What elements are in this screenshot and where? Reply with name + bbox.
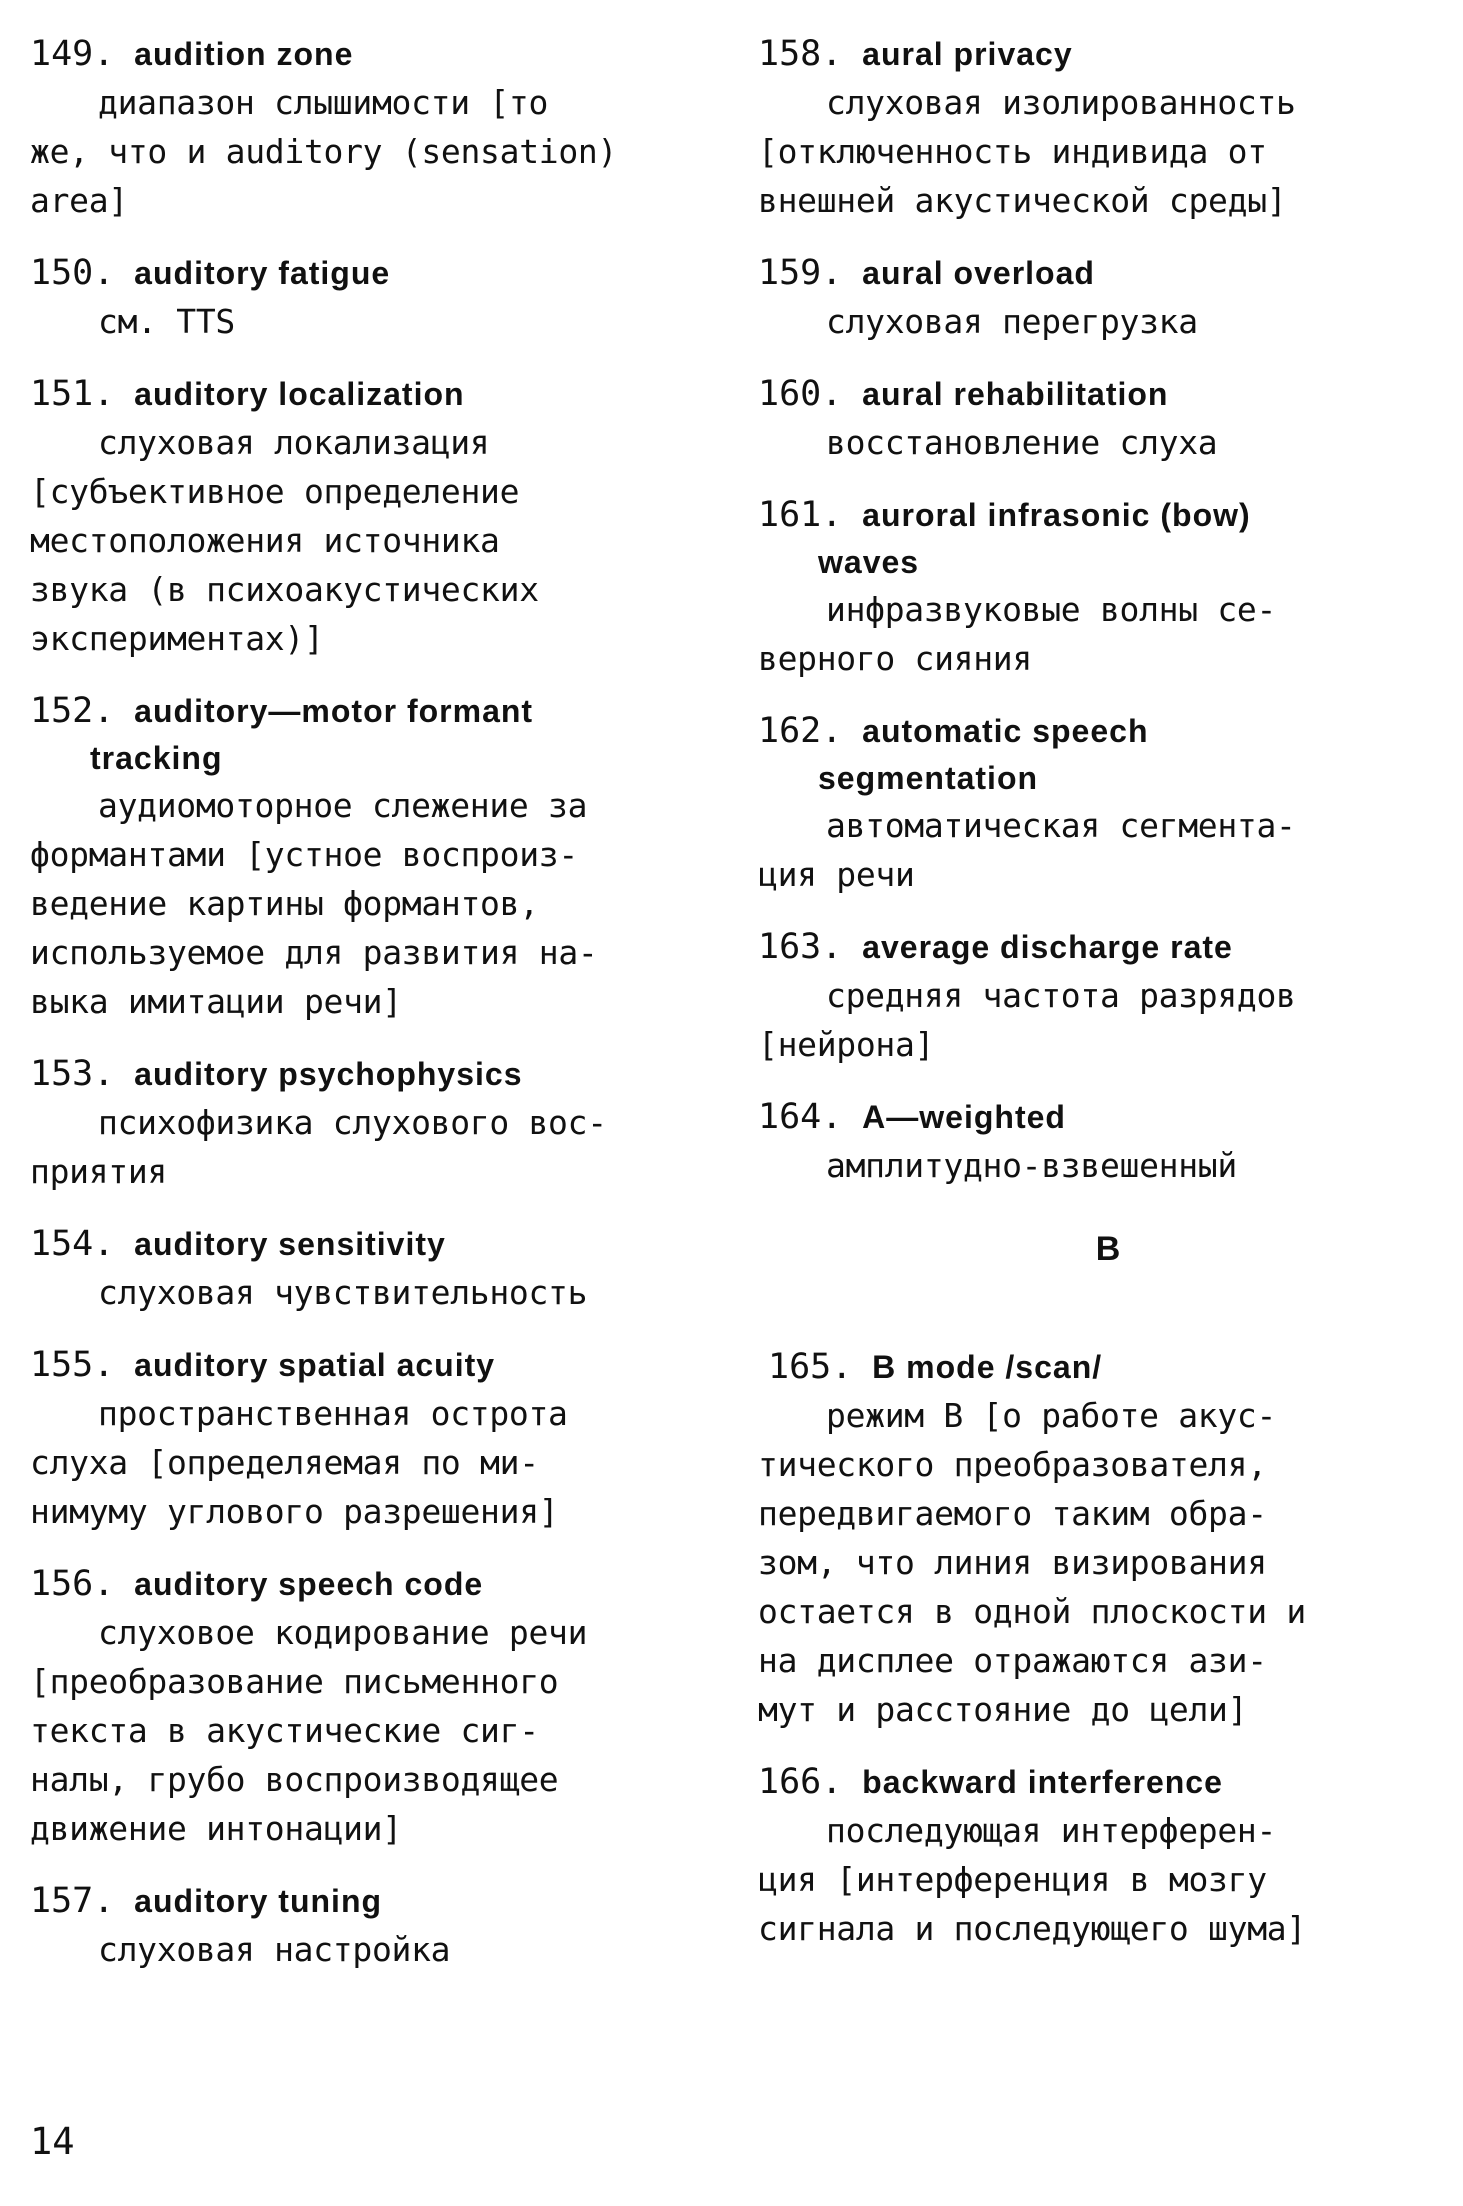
entry-head [30, 1220, 720, 1268]
entry-translation-line: мут и расстояние до цели] [758, 1690, 1248, 1729]
entry-number: 165. [768, 1347, 853, 1387]
entry-head [758, 1343, 1448, 1391]
entry-translation-line: слуховая настройка [98, 1930, 451, 1969]
entry-153 [30, 1050, 720, 1196]
entry-number: 152. [30, 691, 115, 731]
entry-translation-line: внешней акустической среды] [758, 181, 1287, 220]
entry-translation-line: восстановление слуха [826, 423, 1218, 462]
entry-translation-line: экспериментах)] [30, 619, 324, 658]
entry-164 [758, 1093, 1448, 1190]
entry-158 [758, 30, 1448, 225]
entry-term: auditory sensitivity [134, 1226, 446, 1262]
entry-number: 163. [758, 927, 843, 967]
entry-term: auditory spatial acuity [134, 1347, 496, 1383]
entry-161 [758, 491, 1448, 683]
entry-head [758, 707, 1448, 755]
entry-translation-line: слуховая изолированность [826, 83, 1296, 122]
entry-translation-line: слуховое кодирование речи [98, 1613, 588, 1652]
entry-154 [30, 1220, 720, 1317]
entry-translation-line: ция [интерференция в мозгу [758, 1860, 1267, 1899]
entry-translation-line: движение интонации] [30, 1809, 402, 1848]
entry-number: 156. [30, 1564, 115, 1604]
entry-translation-line: слуховая чувствительность [98, 1273, 588, 1312]
entry-translation-line: звука (в психоакустических [30, 570, 539, 609]
entry-162 [758, 707, 1448, 899]
entry-number: 159. [758, 253, 843, 293]
entry-head [30, 1877, 720, 1925]
entry-translation-line: слуховая локализация [98, 423, 490, 462]
entry-term: B mode /scan/ [872, 1349, 1103, 1385]
entry-159 [758, 249, 1448, 346]
entry-head [758, 491, 1448, 539]
entry-number: 160. [758, 374, 843, 414]
entry-term: auditory fatigue [134, 255, 391, 291]
entry-term: auditory—motor formant [134, 693, 534, 729]
entry-translation-line: режим В [о работе акус- [826, 1396, 1277, 1435]
entry-translation-line: остается в одной плоскости и [758, 1592, 1306, 1631]
entry-translation-line: формантами [устное воспроиз- [30, 835, 578, 874]
entry-term: average discharge rate [862, 929, 1233, 965]
entry-number: 166. [758, 1762, 843, 1802]
entry-160 [758, 370, 1448, 467]
entry-152 [30, 687, 720, 1026]
entry-number: 154. [30, 1224, 115, 1264]
entry-151 [30, 370, 720, 663]
entry-translation-line: слуховая перегрузка [826, 302, 1198, 341]
entry-translation-line: последующая интерферен- [826, 1811, 1277, 1850]
entry-head [30, 1341, 720, 1389]
entry-term: auditory tuning [134, 1883, 383, 1919]
entry-translation-line: area] [30, 181, 128, 220]
section-letter: B [1095, 1230, 1121, 1268]
entry-number: 151. [30, 374, 115, 414]
entry-translation-line: на дисплее отражаются ази- [758, 1641, 1267, 1680]
entry-number: 164. [758, 1097, 843, 1137]
entry-number: 153. [30, 1054, 115, 1094]
entry-number: 161. [758, 495, 843, 535]
entry-number: 155. [30, 1345, 115, 1385]
entry-term: auditory localization [134, 376, 465, 412]
entry-156 [30, 1560, 720, 1853]
entry-translation-line: нимуму углового разрешения] [30, 1492, 559, 1531]
entry-term: audition zone [134, 36, 354, 72]
page-number: 14 [30, 2120, 75, 2163]
entry-term: aural overload [862, 255, 1095, 291]
entry-translation-line: выка имитации речи] [30, 982, 402, 1021]
entry-term: backward interference [862, 1764, 1223, 1800]
entry-translation-line: [преобразование письменного [30, 1662, 559, 1701]
entry-translation-line: см. TTS [98, 302, 235, 341]
entry-translation-line: слуха [определяемая по ми- [30, 1443, 539, 1482]
entry-149 [30, 30, 720, 225]
entry-head [30, 687, 720, 735]
entry-translation-line: аудиомоторное слежение за [98, 786, 588, 825]
entry-term: A—weighted [862, 1099, 1066, 1135]
entry-number: 149. [30, 34, 115, 74]
entry-term: auroral infrasonic (bow) [862, 497, 1251, 533]
entry-head [758, 30, 1448, 78]
entry-translation-line: ведение картины формантов, [30, 884, 539, 923]
entry-translation-line: средняя частота разрядов [826, 976, 1296, 1015]
entry-term: aural rehabilitation [862, 376, 1169, 412]
entry-translation-line: психофизика слухового вос- [98, 1103, 607, 1142]
entry-term: automatic speech [862, 713, 1149, 749]
entry-translation-line: верного сияния [758, 639, 1032, 678]
entry-166 [758, 1758, 1448, 1953]
entry-translation-line: зом, что линия визирования [758, 1543, 1267, 1582]
entry-term-continuation: segmentation [818, 760, 1039, 796]
entry-translation-line: ция речи [758, 855, 915, 894]
entry-155 [30, 1341, 720, 1536]
entry-translation-line: [нейрона] [758, 1025, 935, 1064]
entry-translation-line: текста в акустические сиг- [30, 1711, 539, 1750]
entry-translation-line: используемое для развития на- [30, 933, 598, 972]
entry-translation-line: автоматическая сегмента- [826, 806, 1296, 845]
entry-head [30, 249, 720, 297]
entry-head [758, 370, 1448, 418]
entry-head [758, 1758, 1448, 1806]
entry-163 [758, 923, 1448, 1069]
entry-term: auditory speech code [134, 1566, 484, 1602]
entry-head [758, 1093, 1448, 1141]
entry-translation-line: [субъективное определение [30, 472, 520, 511]
entry-head [758, 923, 1448, 971]
entry-translation-line: передвигаемого таким обра- [758, 1494, 1267, 1533]
entry-number: 162. [758, 711, 843, 751]
entry-head [30, 370, 720, 418]
entry-head [758, 249, 1448, 297]
entry-150 [30, 249, 720, 346]
entry-term-continuation: waves [818, 544, 920, 580]
entry-translation-line: приятия [30, 1152, 167, 1191]
entry-translation-line: инфразвуковые волны се- [826, 590, 1277, 629]
entry-translation-line: местоположения источника [30, 521, 500, 560]
entry-translation-line: диапазон слышимости [то [98, 83, 549, 122]
right-column [758, 30, 1448, 1977]
entry-translation-line: [отключенность индивида от [758, 132, 1267, 171]
entry-term: auditory psychophysics [134, 1056, 523, 1092]
entry-translation-line: налы, грубо воспроизводящее [30, 1760, 559, 1799]
entry-translation-line: сигнала и последующего шума] [758, 1909, 1306, 1948]
entry-head [30, 1560, 720, 1608]
left-column [30, 30, 720, 1998]
entry-number: 158. [758, 34, 843, 74]
entry-term-continuation: tracking [90, 740, 223, 776]
entry-translation-line: пространственная острота [98, 1394, 568, 1433]
entry-translation-line: же, что и auditory (sensation) [30, 132, 618, 171]
entry-head [30, 30, 720, 78]
entry-157 [30, 1877, 720, 1974]
entry-translation-line: амплитудно-взвешенный [826, 1146, 1237, 1185]
entry-translation-line: тического преобразователя, [758, 1445, 1267, 1484]
entry-number: 157. [30, 1881, 115, 1921]
entry-number: 150. [30, 253, 115, 293]
entry-head [30, 1050, 720, 1098]
entry-term: aural privacy [862, 36, 1073, 72]
entry-165 [758, 1343, 1448, 1734]
